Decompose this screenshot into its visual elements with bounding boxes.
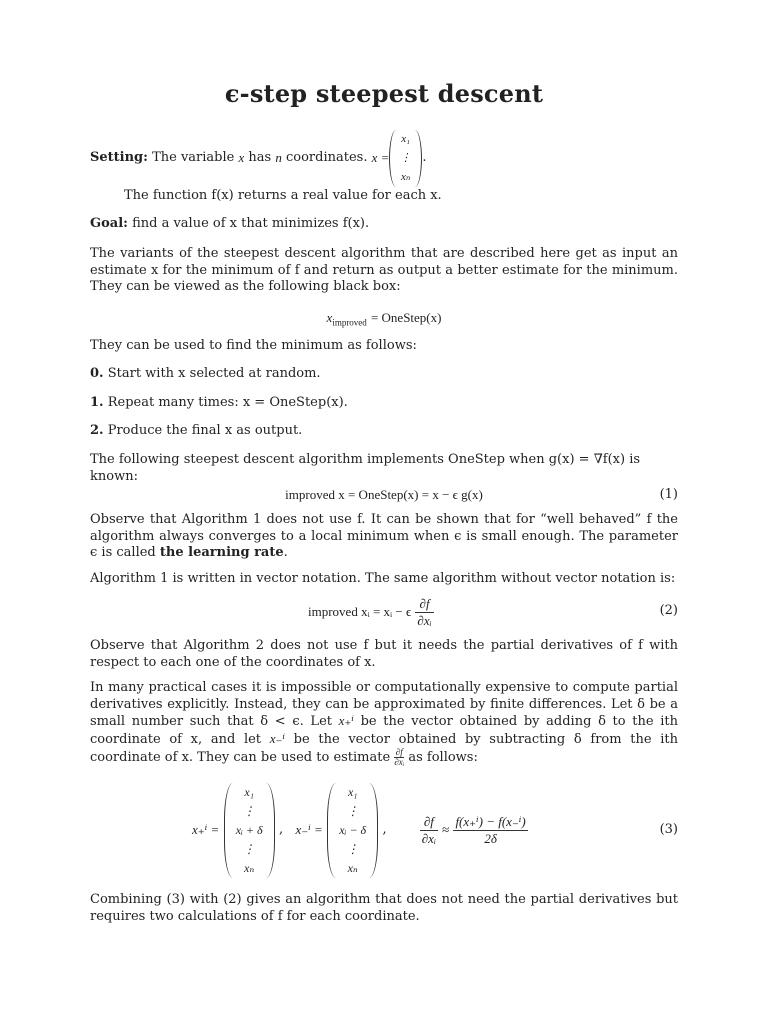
equation-1-number: (1) xyxy=(659,487,678,502)
setting-line2: The function f(x) returns a real value for each x. xyxy=(124,188,442,203)
para-observe2: Observe that Algorithm 2 does not use f but it needs the partial derivatives of f with respect to each one of the coordinates of x. xyxy=(90,638,678,670)
xminus-matrix: x₁ ⋮ xᵢ − δ ⋮ xₙ xyxy=(335,783,370,878)
step-2: 2. Produce the final x as output. xyxy=(90,423,303,438)
setting-text1: The variable xyxy=(152,149,235,165)
equation-3: x₊ⁱ = x₁ ⋮ xᵢ + δ ⋮ xₙ , x₋ⁱ = x₁ ⋮ xᵢ − δ ⋮ xₙ , $\frac{\partial f}{\text{∂xᵢ}}$ ≈ $\frac{\text{f(x₊ⁱ) − f(x₋ⁱ)}}{2\delta}$ (3) xyxy=(90,776,678,884)
page-title: ϵ-step steepest descent xyxy=(224,79,544,108)
goal-label: Goal: xyxy=(90,216,128,231)
para-combining: Combining (3) with (2) gives an algorithm that does not need the partial derivatives but requires two calculations of f for each coordinate. xyxy=(90,892,678,924)
para-find: They can be used to find the minimum as follows: xyxy=(90,338,417,353)
setting-text3: coordinates. xyxy=(286,149,368,165)
goal-text: find a value of x that minimizes f(x). xyxy=(132,216,370,231)
step-0: 0. Start with x selected at random. xyxy=(90,366,321,381)
equation-2-number: (2) xyxy=(659,603,678,618)
xminus-label: x₋ⁱ = xyxy=(295,821,323,837)
para-vector: Algorithm 1 is written in vector notation. The same algorithm without vector notation is: xyxy=(90,571,676,586)
equation-1 xyxy=(90,487,678,505)
equation-1-body: improved x = OneStep(x) = x − ϵ g(x) xyxy=(285,487,483,502)
x-vector-matrix xyxy=(397,130,414,187)
setting-text2: has xyxy=(248,149,272,165)
para-variants: The variants of the steepest descent algorithm that are described here get as input an estimate x for the minimum of f and return as output a better estimate for the minimum. They can be viewed as the following black box: xyxy=(90,246,678,294)
step-1: 1. Repeat many times: x = OneStep(x). xyxy=(90,395,348,410)
goal-block xyxy=(90,216,678,233)
matrix-entry: x₁ xyxy=(401,132,411,145)
xplus-matrix: x₁ ⋮ xᵢ + δ ⋮ xₙ xyxy=(232,783,267,878)
setting-block: Setting: The variable x has n coordinates. x = x₁ ⋮ xₙ . The function f(x) returns a real value for each x. xyxy=(90,128,678,205)
setting-var-x: x xyxy=(238,149,245,165)
learning-rate-term: the learning rate xyxy=(159,545,284,560)
para-observe1: Observe that Algorithm 1 does not use f. It can be shown that for “well behaved” f the algorithm always converges to a local minimum when ϵ is small enough. The parameter ϵ is called the learning rate. xyxy=(90,512,678,560)
matrix-entry: ⋮ xyxy=(400,151,412,164)
matrix-entry: xₙ xyxy=(400,170,411,183)
para-following: The following steepest descent algorithm implements OneStep when g(x) = ∇f(x) is known: xyxy=(90,452,641,484)
xplus-label: x₊ⁱ = xyxy=(192,821,220,837)
finite-difference: $\frac{\text{f(x₊ⁱ) − f(x₋ⁱ)}}{2\delta}$ xyxy=(455,813,526,846)
equation-2: improved xᵢ = xᵢ − ϵ $\frac{\partial f}{\text{∂xᵢ}}$ (2) xyxy=(308,595,678,628)
setting-label: Setting: xyxy=(90,149,148,165)
setting-var-n: n xyxy=(275,149,282,165)
partial-derivative: $\frac{\partial f}{\text{∂xᵢ}}$ xyxy=(421,813,437,846)
equation-3-number: (3) xyxy=(659,822,678,837)
para-practical: In many practical cases it is impossible or computationally expensive to compute partial derivatives explicitly. Instead, they can be approximated by finite differences. Let δ be a small number such that δ < ϵ. Let x₊ⁱ be the vector obtained by adding δ to the ith coordinate of x, and let x₋ⁱ be the vector obtained by subtracting δ from the ith coordinate of x. They can be used to estimate $\frac{\partial f}{\text{∂xᵢ}}$ as follows: xyxy=(90,680,678,767)
eq-blackbox: $x_{improved}$ = OneStep(x) xyxy=(326,310,442,328)
